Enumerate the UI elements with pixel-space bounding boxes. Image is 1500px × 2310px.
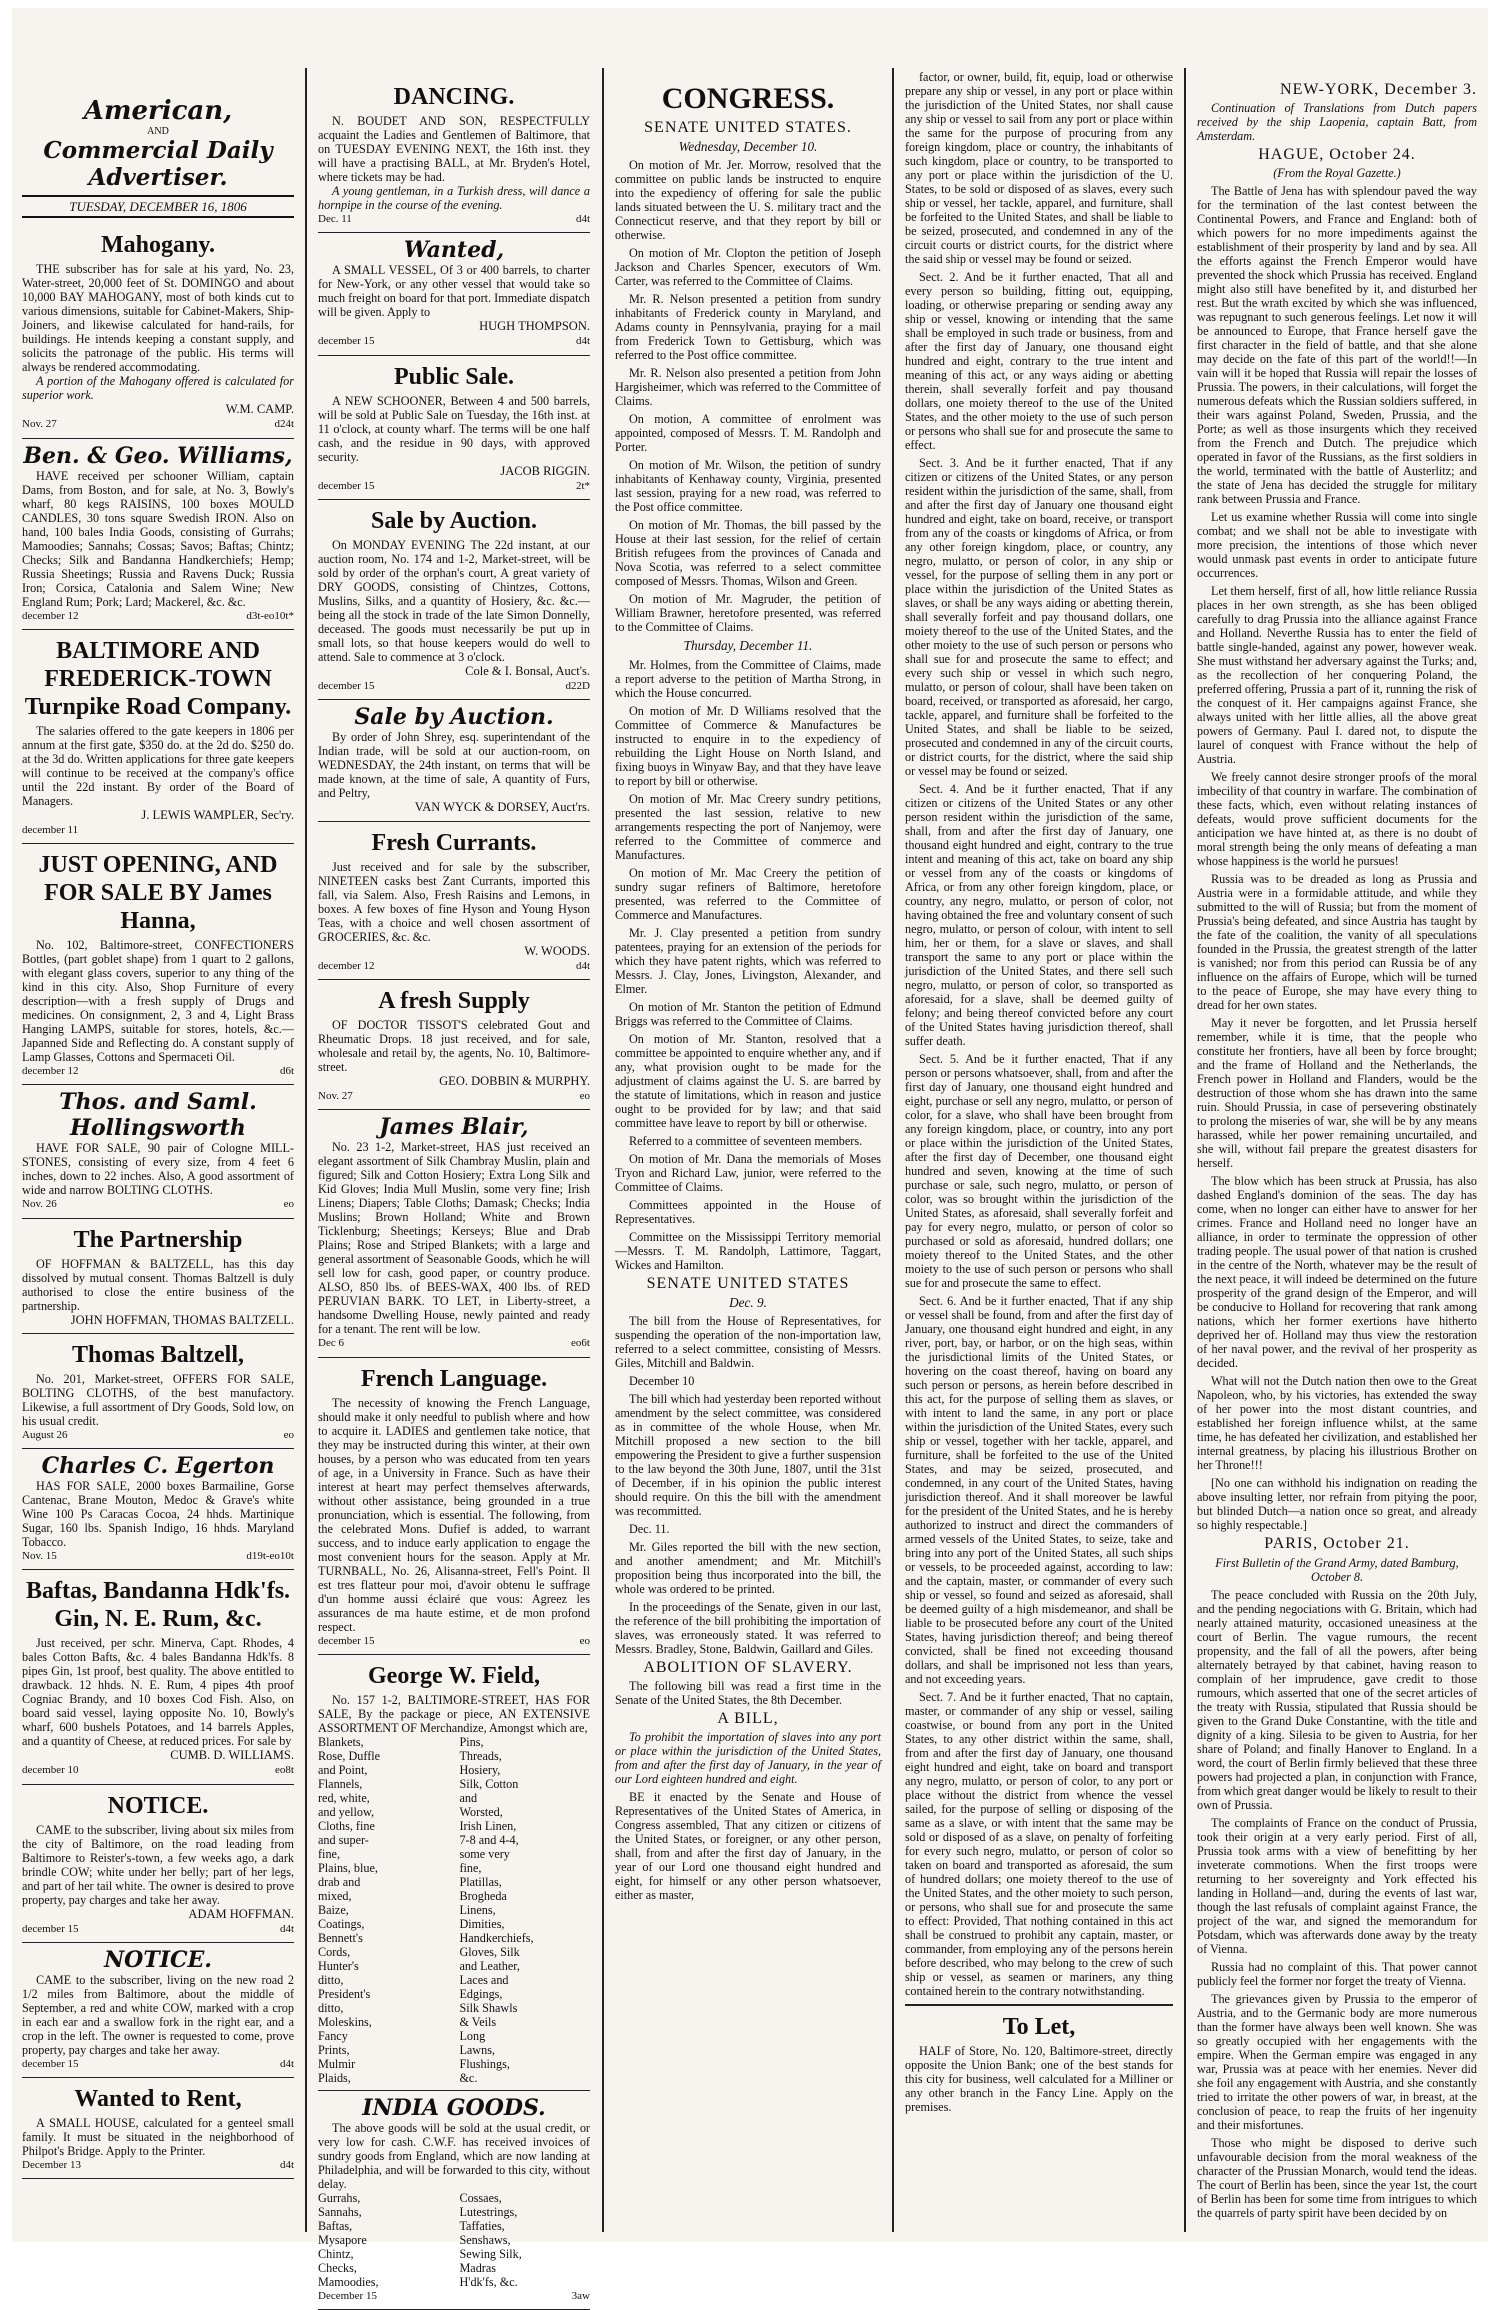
ad-signature: CUMB. D. WILLIAMS. [170,1748,294,1763]
article-paragraph: The Battle of Jena has with splendour paved the way for the termination of the last contest between the Continental Powers, and France and England: both of which powers for no more impediments against the establishment of their prosperity by land and by sea. All the efforts against the French Emperor would have prevented the shock which Prussia has received. England might also still have benefited by it, and disturbed her rest. But the wrath excited by which she was influenced, was repugnant to such generous feelings. Let now it will be announced to Europe, that France herself gave the first character in the field of battle, and that she alone may decide on the fate of this part of the world!!—In vain will it be hoped that Russia will repair the losses of Prussia. The powers, in their calculations, will forget the numerous defeats which the Russian soldiers suffered, in their wars against Poland, Sweden, Prussia, and the Porte; as well as those insurgents which they received from the French and Dutch. The prejudice which operated in favor of the Russians, as the first soldiers in the world, terminated with the battle of Austerlitz; and the state of Jena has decided the struggle for military rank between Prussia and France. [1197,184,1477,507]
ad-item: Threads, [459,1748,502,1763]
ad-item: Baftas, [318,2218,353,2233]
ad-date: december 12 [318,959,375,972]
ad-body: HAVE received per schooner William, captain Dams, from Boston, and for sale, at No. 3, Bowly's wharf, 80 kegs RAISINS, 100 boxes MOULD CANDLES, 30 tons square Swedish IRON. Also on hand, 100 bales India Goods, consisting of Gurrahs; Mamoodies; Sannahs; Cossas; Savos; Baftas; Chintz; Checks; Silk and Bandanna Handkerchiefs; Hemp; Russia Sheetings; Russia and Ravens Duck; Russia Iron; Corsica, Catalonia and Salem Wine; New England Rum; Pork; Lard; Mackerel, &c. &c. [22,468,294,609]
column-4 [895,8,1183,2242]
ad-heading: Fresh Currants. [371,829,537,856]
ad-heading: George W. Field, [368,1662,540,1689]
to-let-body: HALF of Store, No. 120, Baltimore-street, directly opposite the Union Bank; one of the best stands for this city for business, well calculated for a Milliner or any other branch in the Fancy Line. Apply on the premises. [905,2044,1173,2114]
advertisement [318,500,590,700]
place-heading: PARIS, October 21. [1264,1535,1410,1553]
ad-item: Mysapore Chintz, [318,2232,367,2261]
article-paragraph: Russia was to be dreaded as long as Prussia and Austria were in a formidable attitude, and while they submitted to the will of Russia; but from the moment of Prussia's being defeated, and since Austria has taught by the fate of the coalition, the vanity of all speculations founded in the Prussia, the greatest strength of the latter is vanished; nor from this period can Russia be of any influence on the affairs of Europe, which will be turned to the peace of Europe, she may have every thing to dread for her own states. [1197,872,1477,1013]
ad-date: Nov. 27 [318,1090,353,1103]
proceedings-paragraph: On motion of Mr. D Williams resolved that the Committee of Commerce & Manufactures be instructed to enquire in to the expediency of rebuilding the Light House on North Island, and fixing buoys in Winyaw Bay, and that they have leave to report by bill or otherwise. [615,703,881,788]
proceedings-paragraph: On motion of Mr. Dana the memorials of Moses Tryon and Richard Law, junior, were referred to the Committee of Claims. [615,1151,881,1194]
ad-footer [22,1064,294,1079]
ad-item: Blankets, Rose, Duffle and Point, [318,1734,381,1777]
ad-item: Checks, [318,2260,357,2275]
ad-body: By order of John Shrey, esq. superintendant of the Indian trade, will be sold at our auction-room, on WEDNESDAY, the 24th instant, on terms that will be made known, at the time of sale, A quantity of Furs, and Peltry, [318,730,590,801]
column-rule [602,68,604,2232]
article-paragraph: Let them herself, first of all, how little reliance Russia places in her own strength, as she has been obliged carefully to drag Prussia into the alliance against France and Holland. Neverthe Russia has to enter the field of battle single-handed, against any power, however weak. She must withstand her adversary against the Turks; and, as the recollection of her conquering Poland, the preferred offering, Prussia a part of it, running the risk of the conquest of it. Her campaigns against France, she always united with her little allies, all the above great powers of Germany. Paul I. dared not, to dispute the laurel of conquest with France without the help of Austria. [1197,584,1477,767]
day-heading: Dec. 9. [729,1294,767,1310]
ad-code: eo [283,1198,294,1211]
ad-item: Long Lawns, [459,2028,495,2057]
senate-heading: SENATE UNITED STATES. [644,119,852,136]
ad-heading: Thos. and Saml. Hollingsworth [59,1089,257,1142]
article-paragraph: What will not the Dutch nation then owe to the Great Napoleon, who, by his victories, has extended the sway of her power into the most distant countries, and established her foreign influence whilst, at the same time, he has defeated her civilization, and established her internal greatness, by placing his illustrious Brother on her Throne!!! [1197,1374,1477,1473]
article-paragraph: The grievances given by Prussia to the emperor of Austria, and to the Germanic body are more numerous than the former have always been well known. She was so greatly occupied with her engagements with the empire. When the German empire was engaged in any war, Prussia was at peace with her enemies. Never did she foil any engagement with Austria, and she constantly tried to irritate the other powers of war, in breast, at the conclusion of peace, to reap the fruits of her ingenuity and their misfortunes. [1197,1991,1477,2132]
ad-body: OF DOCTOR TISSOT'S celebrated Gout and Rheumatic Drops. 18 just received, and for sale, wholesale and retail by, the agents, No. 10, Baltimore-street. [318,1018,590,1075]
ad-code: d4t [575,213,590,225]
ad-code: d24t [274,418,294,431]
column-2 [308,8,600,2302]
ad-item: Laces and Edgings, [459,1972,509,2001]
advertisement [22,630,294,844]
proceedings-paragraph: December 10 [629,1374,695,1389]
article-paragraph: The blow which has been struck at Prussia, has also dashed England's dominion of the seas. The day has come, when no longer can either have to answer for her crimes. France and Holland need no longer have an alliance, in order to terminate the oppression of other trading people. The usual power of that nation is crushed in the centre of the North, whatever may be the result of the next peace, it will indeed be determined on the future prosperity of the grand design of the Emperor, and will be conducive to Holland for recovering that rank among nations, which her former exertions have hitherto deprived her of. Holland may thus view the restoration of her naval power, and the revival of her prosperity as decided. [1197,1174,1477,1371]
proceedings-paragraph: Dec. 11. [629,1522,670,1537]
proceedings-paragraph: On motion of Mr. Clopton the petition of Joseph Jackson and Charles Spencer, executors of Wm. Carter, was referred to the Committee of Claims. [615,246,881,289]
ad-code: eo8t [275,1764,294,1777]
to-let-heading: To Let, [1002,2014,1076,2040]
ad-item: Cloths, fine and super-fine, [318,1818,375,1861]
ad-item-column [459,1735,590,2085]
ad-footer [318,1634,590,1649]
ad-date: August 26 [22,1428,68,1441]
ad-date: december 15 [318,1634,375,1647]
ad-note: A portion of the Mahogany offered is calculated for superior work. [22,374,294,403]
bill-section-paragraph: Sect. 4. And be it further enacted, That if any citizen or citizens of the United States or any other person resident within the jurisdiction of the same, shall, from and after the first day of January, one thousand eight hundred and eight, contrary to the true intent and meaning of this act, take on board any ship or vessel from any of the coasts or kingdoms of Africa, or from any other foreign kingdom, place, or country, any negro, mulatto, or person of color, not having obtained the free and voluntary consent of such negro, mulatto, or person of colour, with intent to sell him, her or them, for a slave or slaves, and shall transport the same to any port or place within the jurisdiction of the United States, and there sell such negro, mulatto, or person of color, so transported as aforesaid, for a slave, shall be deemed guilty of felony; and being thereof convicted before any court of the United States having jurisdiction thereof, shall suffer death. [905,782,1173,1048]
column-2-ads [318,76,590,2310]
ad-date: Nov. 27 [22,418,57,431]
proceedings-paragraph: The bill which had yesterday been reported without amendment by the select committee, was considered as in committee of the whole House, when Mr. Mitchill proposed a new section to the bill empowering the President to give a further suspension to the law beyond the 30th June, 1807, until the 31st of December, if in his opinion the public interest should require. On this the bill with the amendment was recommitted. [615,1392,881,1519]
proceedings-paragraph: On motion of Mr. Stanton, resolved that a committee be appointed to enquire whether any, and if any, what provision ought to be made for the adjustment of claims against the U. S. are barred by the statute of limitations, which in reason and justice ought to be provided for by law; and that said committee have leave to report by bill or otherwise. [615,1031,881,1130]
article-paragraph: The complaints of France on the conduct of Prussia, took their origin at a very early period. First of all, Prussia took arms with a view of benefitting by her inveterate commotions. When the first troops were returning to her sovereignty and York effected his landing in Holland—and, during the events of last war, though the last refusals of complaint against France, the project of the war, and signed the memorandum for Potsdam, which was afterwards done away by the treaty of Vienna. [1197,1815,1477,1956]
proceedings-paragraph: Committees appointed in the House of Representatives. [615,1197,881,1226]
masthead-title-1: American, [83,96,233,126]
masthead-and: AND [147,126,169,137]
ad-item: Mulmir Plaids, [318,2056,356,2085]
ad-item: Taffaties, [459,2218,505,2233]
senate-proceedings-2 [615,1314,881,1656]
ad-heading: Charles C. Egerton [41,1453,275,1480]
proceedings-paragraph: Committee on the Mississippi Territory memorial—Messrs. T. M. Randolph, Lattimore, Taggart, Wickes and Hamilton. [615,1229,881,1272]
ad-item: Bennett's Cords, [318,1930,363,1959]
advertisement [318,356,590,500]
ad-body: No. 157 1-2, BALTIMORE-STREET, HAS FOR SALE, By the package or piece, AN EXTENSIVE ASSORTMENT OF Merchandize, Amongst which are, [318,1692,590,1735]
ad-body: A SMALL HOUSE, calculated for a genteel small family. It must be situated in the neighborhood of Philpot's Bridge. Apply to the Printer. [22,2116,294,2159]
proceedings-paragraph: Mr. Holmes, from the Committee of Claims, made a report adverse to the petition of Martha Strong, in which the House concurred. [615,657,881,700]
ad-date: december 12 [22,609,79,622]
bill-section-paragraph: factor, or owner, build, fit, equip, load or otherwise prepare any ship or vessel, in any port or place within the jurisdiction of the United States, nor shall cause any ship or vessel to sail from any port or place within the same for the purpose of procuring from any foreign kingdom, place or country, the inhabitants of such kingdom, place or country, to be transported to any port or place within the jurisdiction of the U. States, to be sold or disposed of as slaves, every such ship or vessel, her tackle, apparel, and furniture, shall be forfeited to the United States, and shall be liable to be seized, prosecuted, and condemned in any of the circuit courts or district courts, for the district where the said ship or vessel may be found or seized. [905,70,1173,266]
proceedings-paragraph: On motion of Mr. Magruder, the petition of William Brawner, heretofore presented, was referred to the Committee of Claims. [615,592,881,635]
advertisement [22,2078,294,2179]
ad-body: HAVE FOR SALE, 90 pair of Cologne MILL-STONES, consisting of every size, from 4 feet 6 inches, down to 22 inches. Also, A good assortment of wide and narrow BOLTING CLOTHS. [22,1141,294,1198]
ad-item-column [318,1735,449,2085]
article-paragraph: [No one can withhold his indignation on reading the above insulting letter, nor refrain from pitying the poor, but blinded Dutch—a nation once so great, and already so highly respectable.] [1197,1476,1477,1533]
slavery-bill-continued [905,70,1173,1998]
ad-signature: JACOB RIGGIN. [500,463,590,478]
ad-item: Dimities, [459,1916,505,1931]
senate-heading-2: SENATE UNITED STATES [646,1274,850,1292]
ad-item: Sannahs, [318,2204,362,2219]
ad-code: d4t [575,335,590,348]
ad-body: The salaries offered to the gate keepers in 1806 per annum at the first gate, $350 do. at the 2d do. $250 do. at the 3d do. Written applications for three gate keepers will continue to be received at the company's office until the 22d instant. By order of the Board of Managers. [22,723,294,808]
senate-proceedings-1 [615,158,881,634]
ad-date: december 11 [22,824,79,837]
day-heading: Wednesday, December 10. [678,139,818,155]
column-1-ads [22,224,294,2179]
proceedings-paragraph: In the proceedings of the Senate, given in our last, the reference of the bill prohibiting the importation of slaves, was erroneously stated. It was referred to Messrs. Bradley, Stone, Baldwin, Gaillard and Giles. [615,1600,881,1657]
ad-code: eo6t [571,1337,590,1350]
proceedings-paragraph: On motion of Mr. Mac Creery sundry petitions, presented the last session, relative to new arrangements respecting the port of Nanjemoy, were referred to the Committee of commerce and Manufactures. [615,791,881,862]
column-1 [12,8,304,2242]
ad-item-column [318,2191,449,2289]
advertisement [22,1219,294,1334]
ad-code: 3aw [571,2289,590,2302]
ad-item: Platillas, [459,1874,502,1889]
proceedings-paragraph: Mr. Giles reported the bill with the new section, and another amendment; and Mr. Mitchill's proposition being thus incorporated into the bill, the whole was ordered to be printed. [615,1540,881,1597]
to-let-ad [905,2004,1173,2114]
ad-heading: French Language. [360,1365,548,1392]
ad-body: No. 23 1-2, Market-street, HAS just received an elegant assortment of Silk Chambray Muslin, plain and figured; Silk and Cotton Hosiery; Extra Long Silk and Kid Gloves; India Mull Muslin, some very fine; Irish Linens; Diapers; Table Cloths; Damask; Checks; India Muslins; Brown Holland; White and Brown Ticklenburg; Sheetings; Kerseys; Blue and Drab Plains; Rose and Striped Blankets; with a large and general assortment of Seasonable Goods, which he will sell low for cash, good paper, or country produce. ALSO, 850 lbs. of BEES-WAX, 400 lbs. of RED PERUVIAN BARK. TO LET, in Liberty-street, a handsome Dwelling House, newly painted and ready for a tenant. The rent will be low. [318,1140,590,1337]
ad-heading: Thomas Baltzell, [72,1341,244,1368]
advertisement [22,1085,294,1218]
ad-signature: W.M. CAMP. [225,402,294,417]
masthead-title-2: Commercial Daily Advertiser. [43,137,273,191]
ad-note: A young gentleman, in a Turkish dress, will dance a hornpipe in the course of the evening. [318,184,590,212]
masthead [22,96,294,218]
ad-item: Sewing Silk, [459,2246,522,2261]
ad-code: d4t [279,2058,294,2071]
ad-body: No. 201, Market-street, OFFERS FOR SALE, BOLTING CLOTHS, of the best manufactory. Likewise, a full assortment of Dry Goods, Sold low, on his usual credit. [22,1371,294,1428]
article-paragraph: Let us examine whether Russia will come into single combat; and we shall not be able to investigate with more precision, the intentions of those which never would unmask past events in order to anticipate future occurrences. [1197,510,1477,581]
ad-item: Senshaws, [459,2232,511,2247]
article-paragraph: May it never be forgotten, and let Prussia herself remember, while it is time, that the people who constitute her frontiers, have all been by force brought; and the frame of Holland and the Netherlands, the French power in Holland and Flanders, would be the destruction of those whom she has drawn into the same ruin. Should Prussia, in case of persevering obstinately to prolong the miseries of war, she will be by any means harassed, while her power remaining uncurtailed, and she will, without fail prepare the greatest disasters for herself. [1197,1016,1477,1171]
ad-item: Lutestrings, [459,2204,518,2219]
advertisement [318,822,590,980]
ad-code: d4t [279,2159,294,2172]
proceedings-paragraph: On motion of Mr. Wilson, the petition of sundry inhabitants of Kenhaway county, Virginia, presented last session, praying for a new road, was referred to the Post office committee. [615,458,881,515]
ad-item: Plains, blue, drab and mixed, [318,1860,378,1903]
ad-body: A SMALL VESSEL, Of 3 or 400 barrels, to charter for New-York, or any other vessel that would take so much freight on board for that port. Immediate dispatch will be given. Apply to [318,263,590,320]
ad-date: december 15 [22,2058,79,2071]
ad-footer [318,1336,590,1351]
ad-footer [22,1763,294,1778]
ad-heading: Wanted to Rent, [74,2086,242,2113]
ad-body: No. 102, Baltimore-street, CONFECTIONERS Bottles, (part goblet shape) from 1 quart to 2 gallons, with elegant glass covers, superior to any thing of the kind in this city. Also, Shop Furniture of every description—with a fresh supply of Drugs and medicines. On consignment, 2, 3 and 4, Light Brass Hanging LAMPS, suitable for stores, hotels, &c.—Japanned Side and Reflecting do. A constant supply of Lamp Glasses, Cottons and Spermaceti Oil. [22,938,294,1065]
advertisement [22,1334,294,1449]
article-paragraph: The peace concluded with Russia on the 20th July, and the pending negociations with G. Britain, which had nearly attained maturity, occasioned uneasiness at the court of Berlin. The vague rumours, the recent propensity, and the fall of all the powers, after being alternately betrayed by that cabinet, having reason to complain of her imprudence, gave credit to those rumours, which asserted that one of the secret articles of the treaty with Russia, stipulated that Russia should be given to the Grand Duke Constantine, with the title and dignity of a king. Silesia to be given to Austria, for her share of Poland; and finally Hanover to England. In a word, the court of Berlin firmly believed that these three powers had projected a plan, in conjunction with France, from which great danger would be likely to result to their own of Prussia. [1197,1587,1477,1812]
ad-item: President's ditto, [318,1986,371,2015]
ad-heading: NOTICE. [104,1947,212,1974]
ad-heading: The Partnership [73,1226,243,1253]
ad-signature: Cole & I. Bonsal, Auct's. [465,664,590,679]
ad-date: december 12 [22,1065,79,1078]
ad-footer [318,212,590,227]
ad-item: Madras H'dk'fs, &c. [459,2260,518,2289]
ad-signature: ADAM HOFFMAN. [188,1906,294,1921]
proceedings-paragraph: Mr. J. Clay presented a petition from sundry patentees, praying for an extension of the periods for which they have patent rights, which was referred to Messrs. J. Clay, Jones, Livingston, Alexander, and Elmer. [615,925,881,996]
congress-heading: CONGRESS. [661,82,835,115]
ad-item: Gloves, Silk and Leather, [459,1944,520,1973]
ad-item: Hunter's ditto, [318,1958,359,1987]
advertisement [318,1358,590,1655]
advertisement [318,233,590,355]
ad-item: Moleskins, [318,2014,372,2029]
bill-subtitle: To prohibit the importation of slaves into any port or place within the jurisdiction of the United States, from and after the first day of January, in the year of our Lord eighteen hundred and eight. [615,1730,881,1787]
advertisement [22,1449,294,1570]
newspaper-page [12,8,1488,2302]
ad-code: d4t [279,1922,294,1935]
proceedings-paragraph: On motion of Mr. Mac Creery the petition of sundry sugar refiners of Baltimore, heretofore presented, was referred to the Committee of Commerce and Manufactures. [615,865,881,922]
ad-footer [22,1922,294,1937]
advertisement [318,1655,590,2091]
ad-heading: NOTICE. [107,1792,209,1819]
ad-signature: W. WOODS. [524,943,590,958]
advertisement [318,76,590,233]
ad-body: The necessity of knowing the French Language, should make it only needful to publish where and how to acquire it. LADIES and gentlemen take notice, that they may be instructed during this winter, at their own houses, by a person who was educated from ten years of age, in a University in France. Such as have their interest at heart may perfect themselves afterwards, without other assistance, being grounded in a true pronunciation, which is essential. The following, from the celebrated Mons. Dufief is added, to warrant success, and to induce early application to engage the most convenient hours for the season. Apply at Mr. TURNBALL, No. 26, Alisanna-street, Fell's Point. Il est tres flatteur pour moi, d'avoir obtenu le suffrage d'un homme aussi éclairé que vous: Agreez les assurances de ma haute estime, et de mon profond respect. [318,1395,590,1634]
advertisement [318,1110,590,1357]
paris-article [1197,1588,1477,2220]
place-heading: HAGUE, October 24. [1258,146,1416,164]
proceedings-paragraph: Mr. R. Nelson presented a petition from sundry inhabitants of Frederick county in Maryland, and Adams county in Pennsylvania, praying for a mail from Frederick Town to Gettisburg, which was referred to the Post office committee. [615,292,881,363]
column-3 [605,8,891,2242]
advertisement [22,1570,294,1784]
translation-intro: Continuation of Translations from Dutch papers received by the ship Laopenia, captain Batt, from Amsterdam. [1197,101,1477,144]
ad-date: December 15 [318,2289,377,2302]
ad-heading: Sale by Auction. [370,508,538,535]
ad-footer [22,2158,294,2173]
bill-section-paragraph: Sect. 6. And be it further enacted, That if any ship or vessel shall be found, from and after the first day of January, one thousand eight hundred and eight, in any river, port, bay, or harbor, or on the high seas, within the jurisdictional limits of the United States, or hovering on the coast thereof, having on board any such person or persons, as herein before described in this act, for the purpose of selling them as slaves, or with intent to land the same, in any port or place within the jurisdiction of the United States, every such ship or vessel, together with her tackle, apparel, and furniture, shall be forfeited to the use of the United States, and may be seized, prosecuted, and condemned, in any court of the United States, having jurisdiction thereof. And it shall moreover be lawful for the president of the United States, and he is hereby authorized to instruct and direct the commanders of armed vessels of the United States, to seize, take and bring into any port of the United States, all such ships or vessels, to be proceeded against, according to law: and the captain, master, or commander of every such ship or vessel, so found and seized as aforesaid, shall be deemed guilty of a high misdemeanor, and shall be liable to be prosecuted before any court of the United States, having jurisdiction thereof; and being thereof convicted, shall be fined not exceeding thousand dollars, and shall be imprisoned not less than years, and not exceeding years. [905,1294,1173,1686]
column-rule [892,68,894,2232]
day-heading: Thursday, December 11. [683,638,813,654]
bill-heading: A BILL, [717,1710,779,1728]
ad-item: Baize, [318,1902,349,1917]
advertisement [318,980,590,1110]
ad-code: d22D [565,680,590,693]
ad-body: OF HOFFMAN & BALTZELL, has this day dissolved by mutual consent. Thomas Baltzell is duly authorised to close the entire business of the partnership. [22,1256,294,1313]
abolition-intro: The following bill was read a first time in the Senate of the United States, the 8th December. [615,1679,881,1708]
house-proceedings [615,658,881,1272]
ad-code: 2t* [575,479,590,492]
ad-footer [22,417,294,432]
ad-code: eo [579,1634,590,1647]
ad-footer [318,1089,590,1104]
ad-date: december 10 [22,1764,79,1777]
ad-footer [318,959,590,974]
ad-body: On MONDAY EVENING The 22d instant, at our auction room, No. 174 and 1-2, Market-street, will be sold by order of the orphan's court, A great variety of DRY GOODS, consisting of Chintzes, Cottons, Muslins, Silks, and a quantity of Hosiery, &c. &c.—being all the stock in trade of the late Simon Donnelly, deceased. The goods must necessarily be put up in small lots, so that house keepers would do well to attend. Sale to commence at 3 o'clock. [318,538,590,665]
ad-date: december 15 [318,479,375,492]
article-paragraph: Those who might be disposed to derive such unfavourable decision from the moral weakness of the character of the Prussian Monarch, would tend the ideas. The court of Berlin has been, since the year 1st, the court of Berlin has been for some time from intrigues to which the quarrels of party spirit have been decided by on [1197,2135,1477,2220]
ad-item-list [318,2191,590,2289]
ad-heading: JUST OPENING, AND FOR SALE BY James Hanna, [38,852,278,935]
bill-section-paragraph: Sect. 2. And be it further enacted, That all and every person so building, fitting out, equipping, loading, or otherwise preparing or sending away any ship or vessel, knowing or intending that the same shall be employed in such trade or business, from and after the first day of January, one thousand eight hundred and eight, contrary to the true intent and meaning of this act, or any ways aiding or abetting therein, shall severally forfeit and pay thousand dollars, one moiety thereof to the use of the United States, and the other moiety to the use of such person or persons who shall sue for and prosecute the same to effect. [905,270,1173,452]
hague-article [1197,184,1477,1532]
ad-body: Just received and for sale by the subscriber, NINETEEN casks best Zant Currants, imported this fall, via Salem. Also, Fresh Raisins and Lemons, in boxes. A few boxes of fine Hyson and Young Hyson Teas, with a choice and well chosen assortment of GROCERIES, &c. &c. [318,859,590,944]
proceedings-paragraph: On motion, A committee of enrolment was appointed, composed of Messrs. T. M. Randolph and Porter. [615,412,881,455]
ad-heading: Ben. & Geo. Williams, [23,442,293,469]
advertisement [22,844,294,1085]
ad-footer [22,1197,294,1212]
ad-heading: Baftas, Bandanna Hdk'fs. Gin, N. E. Rum, &c. [25,1578,291,1633]
ad-body: N. BOUDET AND SON, RESPECTFULLY acquaint the Ladies and Gentlemen of Baltimore, that on TUESDAY EVENING NEXT, the 16th inst. they will have a practising BALL, at Mr. Bryden's Hotel, where tickets may be had. [318,114,590,184]
ad-signature: VAN WYCK & DORSEY, Auct'rs. [414,800,590,815]
dateline: NEW-YORK, December 3. [1280,81,1477,98]
ad-footer [22,1428,294,1443]
ad-item: Cossaes, [459,2190,502,2205]
advertisement [22,1943,294,2078]
bill-body: BE it enacted by the Senate and House of Representatives of the United States of America, in Congress assembled, That any citizen or citizens of the United States, or foreigner, or any other person, shall, from and after the first day of January, in the year of our Lord one thousand eight hundred and eight, for himself or any other person whatsoever, either as master, [615,1790,881,1903]
proceedings-paragraph: Mr. R. Nelson also presented a petition from John Hargisheimer, which was referred to the Committee of Claims. [615,366,881,409]
bill-section-paragraph: Sect. 5. And be it further enacted, That if any person or persons whatsoever, shall, from and after the first day of January, one thousand eight hundred and eight, purchase or sell any negro, mulatto, or person of color, for a slave, who shall have been brought from any foreign kingdom, place, or country, into any port or place within the jurisdiction of the United States, after the first day of December, one thousand eight hundred and seven, knowing at the time of such purchase or sale, such negro, mulatto, or person of color, was so brought within the jurisdiction of the United States, as aforesaid, shall severally forfeit and pay for every negro, mulatto, or person of color so purchased or sold as aforesaid, hundred dollars; one moiety thereof to the United States, and the other moiety to the use of such person or persons who shall sue for and prosecute the same to effect. [905,1052,1173,1290]
ad-body: Just received, per schr. Minerva, Capt. Rhodes, 4 bales Cotton Bafts, &c. 4 bales Bandanna Hdk'fs. 8 pipes Gin, 1st proof, best quality. The above entitled to drawback. 12 hhds. N. E. Rum, 4 pipes 4th proof Cogniac Brandy, and 10 boxes Cod Fish. Also, on board said vessel, laying opposite No. 10, Bowly's wharf, 600 bushels Potatoes, and 14 barrels Apples, and a quantity of Cheese, at reduced prices. For sale by [22,1636,294,1749]
ad-date: december 15 [318,335,375,348]
ad-item: Gurrahs, [318,2190,361,2205]
ad-heading: INDIA GOODS. [362,2094,546,2121]
ad-code: eo [579,1090,590,1103]
ad-date: Nov. 15 [22,1550,57,1563]
proceedings-paragraph: On motion of Mr. Thomas, the bill passed by the House at their last session, for the relief of certain British refugees from the provinces of Canada and Nova Scotia, was referred to a select committee composed of Messrs. Thomas, Wilson and Green. [615,518,881,589]
column-rule [305,68,307,2232]
ad-item: Flushings, &c. [459,2056,510,2085]
ad-item: Brogheda Linens, [459,1888,507,1917]
ad-body: THE subscriber has for sale at his yard, No. 23, Water-street, 20,000 feet of St. DOMINGO and about 10,000 BAY MAHOGANY, most of both kinds cut to various dimensions, suitable for Cabinet-Makers, Ship-Joiners, and likewise calculated for hand-rails, for buildings. He intends keeping a constant supply, and solicits the patronage of the public. His terms will always be rendered accommodating. [22,262,294,375]
column-5 [1187,8,1487,2242]
ad-heading: Sale by Auction. [354,704,554,731]
ad-heading: BALTIMORE AND FREDERICK-TOWN Turnpike Road Company. [24,637,292,720]
bulletin-heading: First Bulletin of the Grand Army, dated Bamburg, October 8. [1215,1555,1459,1584]
ad-item-column [459,2191,590,2289]
abolition-heading: ABOLITION OF SLAVERY. [643,1659,853,1677]
ad-heading: Mahogany. [100,232,216,259]
ad-code: d3t-eo10t* [246,609,294,622]
ad-item: Flannels, red, white, and yellow, [318,1776,375,1819]
ad-heading: DANCING. [393,84,515,110]
ad-footer [318,479,590,494]
ad-footer [22,2057,294,2072]
ad-item: Mamoodies, [318,2274,379,2289]
ad-item: Handkerchiefs, [459,1930,534,1945]
column-rule [1184,68,1186,2232]
ad-code: d6t [279,1065,294,1078]
ad-heading: James Blair, [379,1114,529,1141]
bill-section-paragraph: Sect. 3. And be it further enacted, That if any citizen or citizens of the United States, or any person resident within the jurisdiction of the same, shall, from and after the first day of January one thousand eight hundred and eight, take on board, receive, or transport from any of the coasts or kingdoms of Africa, or from any other foreign kingdom, place, or country, any negro, mulatto, or person of color, in any ship or vessel, for the purpose of selling them in any port or place within the jurisdiction of the United States as slaves, or shall be any ways aiding or abetting therein, shall severally forfeit and pay thousand dollars, one moiety thereof to the use of the United States, and the other moiety to the use of such person or persons who shall sue for and prosecute the same to effect; and every such ship or vessel in which such negro, mulatto, or person of colour, shall have been taken on board, received, or transported as aforesaid, her cargo, tackle, apparel, and furniture shall be forfeited to the United States, and shall be liable to be seized, prosecuted and condemned in any of the circuit courts, or district courts, for the district, where the said ship or vessel may be found or seized. [905,456,1173,778]
ad-item: Pins, [459,1734,484,1749]
advertisement [22,1785,294,1943]
ad-body: CAME to the subscriber, living on the new road 2 1/2 miles from Baltimore, about the middle of September, a red and white COW, marked with a crop in each ear and a swallow fork in the right ear, and a crop in the left. The owner is requested to come, prove property, pay charges and take her away. [22,1973,294,2058]
ad-body: HAS FOR SALE, 2000 boxes Barmailine, Gorse Cantenac, Brane Mouton, Medoc & Grave's white Wine 100 Ps Caracas Cocoa, 24 hhds. Martinique Sugar, 160 lbs. Spanish Indigo, 16 hhds. Maryland Tobacco. [22,1479,294,1550]
ad-code: d4t [575,959,590,972]
ad-date: december 15 [22,1922,79,1935]
ad-item-list [318,1735,590,2085]
ad-item: Irish Linen, 7-8 and 4-4, some very fine, [459,1818,519,1875]
ad-item: Hosiery, Silk, Cotton and Worsted, [459,1762,519,1819]
ad-footer [318,334,590,349]
ad-code: d19t-eo10t [246,1550,294,1563]
ad-footer [318,2289,590,2304]
ad-body: The above goods will be sold at the usual credit, or very low for cash. C.W.F. has received invoices of sundry goods from England, which are now landing at Philadelphia, and will be forwarded to this city, without delay. [318,2120,590,2191]
ad-body: CAME to the subscriber, living about six miles from the city of Baltimore, on the road leading from Baltimore to Reister's-town, a few weeks ago, a dark brindle COW; white under her belly; part of her legs, and part of her tail white. The owner is desired to prove property, pay charges and take her away. [22,1822,294,1907]
proceedings-paragraph: On motion of Mr. Jer. Morrow, resolved that the committee on public lands be instructed to enquire into the expediency of offering for sale the public lands situated between the U. S. military tract and the Connecticut reserve, and that they report by bill or otherwise. [615,158,881,243]
issue-date: TUESDAY, DECEMBER 16, 1806 [22,195,294,218]
article-paragraph: Russia had no complaint of this. That power cannot publicly feel the former nor forget the treaty of Vienna. [1197,1959,1477,1988]
bill-section-paragraph: Sect. 7. And be it further enacted, That no captain, master, or commander of any ship or vessel, sailing coastwise, or bound from any port in the United States, to any other district within the same, shall, from and after the first day of January, one thousand eight hundred and eight, take on board and transport any negro, mulatto, or person of color, to any port or place without the district from whence the vessel sailed, for the purpose of selling or disposing of the same as a slave, or with intent that the same may be sold or disposed of as a slave, on penalty of forfeiting for every such negro, mulatto, or person of color so taken on board and transported as aforesaid, the sum of hundred dollars; one moiety thereof to the use of the United States, and the other moiety to such person, or persons, who shall sue for and prosecute the same to effect: Provided, That nothing contained in this act shall be construed to prohibit any captain, master, or commander, from employing any of the persons herein before described, who may belong to the crew of such ship or vessel, as seamen or mariners, any thing contained herein to the contrary notwithstanding. [905,1690,1173,1998]
proceedings-paragraph: On motion of Mr. Stanton the petition of Edmund Briggs was referred to the Committee of Claims. [615,999,881,1028]
ad-footer [22,1549,294,1564]
ad-date: Dec 6 [318,1337,344,1350]
ad-footer [318,679,590,694]
ad-date: December 13 [22,2159,81,2172]
proceedings-paragraph: The bill from the House of Representatives, for suspending the operation of the non-importation law, referred to a select committee, consisting of Messrs. Giles, Mitchill and Baldwin. [615,1314,881,1371]
ad-body: A NEW SCHOONER, Between 4 and 500 barrels, will be sold at Public Sale on Tuesday, the 16th inst. at 11 o'clock, at county wharf. The terms will be one half cash, and the residue in 90 days, with approved security. [318,393,590,464]
advertisement [318,700,590,821]
ad-heading: Wanted, [403,237,505,264]
ad-signature: HUGH THOMPSON. [479,319,590,334]
article-paragraph: We freely cannot desire stronger proofs of the moral imbecility of that country in warfare. The combination of these facts, which, even without relating instances of defeats, would prove sufficient documents for the anticipation we have hinted at, as there is no doubt of moral strength being the only means of defeating a man whose happiness is the world he pursues! [1197,770,1477,869]
ad-date: december 15 [318,680,375,693]
ad-item: Coatings, [318,1916,365,1931]
proceedings-paragraph: Referred to a committee of seventeen members. [629,1133,863,1148]
ad-heading: A fresh Supply [378,988,530,1015]
advertisement [318,2091,590,2310]
source-note: (From the Royal Gazette.) [1273,166,1401,181]
advertisement [22,224,294,438]
ad-item: Fancy Prints, [318,2028,350,2057]
ad-date: Dec. 11 [318,213,352,225]
ad-item: Silk Shawls & Veils [459,2000,518,2029]
ad-signature: GEO. DOBBIN & MURPHY. [439,1074,590,1089]
ad-date: Nov. 26 [22,1198,57,1211]
ad-footer [22,823,294,838]
ad-footer [22,609,294,624]
advertisement [22,439,294,630]
ad-heading: Public Sale. [393,363,514,390]
ad-signature: JOHN HOFFMAN, THOMAS BALTZELL. [70,1312,294,1327]
ad-code: eo [283,1428,294,1441]
ad-signature: J. LEWIS WAMPLER, Sec'ry. [141,807,294,822]
